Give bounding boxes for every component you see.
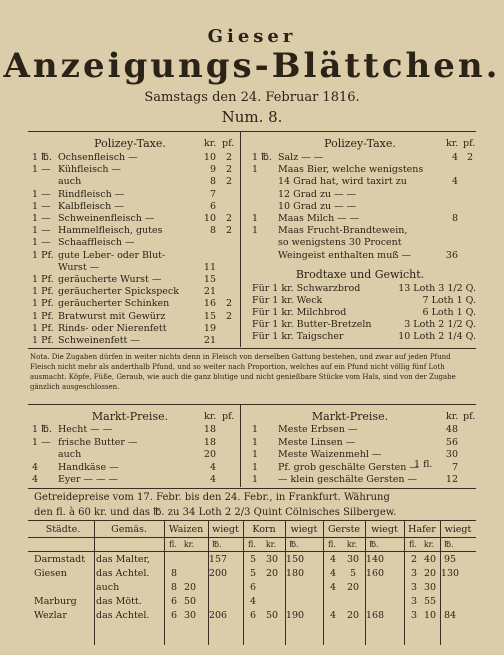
grain-table-divider [440,521,441,645]
masthead-town: Gieser [207,26,297,47]
item-pf [222,189,232,201]
grain-unit: das Malter, [96,554,151,565]
item-quantity: 1 [252,449,259,460]
grain-col-header: Gerste [327,524,361,535]
item-name: Schweinenfleisch — [58,213,155,224]
grain-table-divider [243,521,244,645]
item-name: frische Butter — [58,436,138,448]
item-quantity: 1 Pf. [32,298,54,310]
column-divider [240,132,241,347]
grain-value: 8 [170,568,178,579]
grain-value: 200 [208,568,228,579]
grain-table-rule [28,551,476,552]
polizey-right-kr-header: kr. [446,138,459,149]
item-pf [222,237,232,249]
nota-text: Nota. Die Zugaben dürfen in weiter nichts denn in Fleisch von derselben Gattung bestehen, und zwar auf jeden Pfund Fleisch nicht mehr als anderthalb Pfund, und so weiter nach Proportion, welches auf ein Pfund nicht völlig fünf Loth ausmacht. Köpfe, Füße, Geraub, wie auch die ganz blutige und nicht genießbare Stücke vom Hals, sind von der Zugabe gänzlich ausgeschlossen. [30,353,456,391]
brod-item: Für 1 kr. Butter-Bretzeln [252,319,372,330]
item-pf [463,164,473,176]
item-quantity: 1 ℔. [252,152,272,163]
item-kr: 11 [203,261,216,273]
item-pf [463,250,473,262]
grain-value: 206 [208,610,228,621]
item-pf [463,424,473,436]
item-quantity: 1 — [32,436,51,448]
item-kr: 20 [203,449,216,460]
item-kr: 10 [203,152,216,163]
item-name: Hammelfleisch, gutes [58,225,163,237]
polizey-left-pf-header: pf. [222,138,235,149]
item-kr [444,201,458,213]
grain-value: 30 [265,554,279,565]
item-kr [444,164,458,176]
grain-city: Marburg [34,596,77,607]
grain-value: 50 [265,610,279,621]
grain-value: 6 [249,582,257,593]
grain-value: 5 [249,554,257,565]
item-name: geräucherter Spickspeck [58,286,179,298]
markt-left-pf-header: pf. [222,411,235,422]
item-pf [463,176,473,188]
item-kr: 18 [203,424,216,435]
item-name: 14 Grad hat, wird taxirt zu [278,176,407,188]
item-kr: 15 [203,310,216,322]
grain-value: 180 [285,568,305,579]
item-name: Kühfleisch — [58,164,121,176]
issue-date: Samstags den 24. Februar 1816. [144,90,360,105]
item-name: Wurst — [58,261,100,273]
item-quantity: 1 ℔. [32,152,52,163]
item-kr: 56 [445,436,458,448]
grain-value: 140 [365,554,385,565]
item-kr: 4 [209,474,216,485]
grain-table-divider [164,521,165,645]
item-kr: 36 [445,249,458,261]
grain-table-divider [404,521,405,645]
grain-value: 30 [183,610,197,621]
grain-sub-header: fl. [328,540,336,549]
grain-value: 3 [410,582,418,593]
grain-col-header: Hafer [408,524,436,535]
item-pf: 2 [225,164,232,176]
grain-sub-header: kr. [423,540,435,549]
markt-right-kr-header: kr. [446,411,459,422]
grain-col-header: wiegt [444,524,472,535]
grain-value: 4 [329,582,337,593]
item-pf: 2 [466,152,473,163]
grain-value: 20 [423,568,437,579]
grain-sub-header: kr. [183,540,195,549]
brod-title: Brodtaxe und Gewicht. [295,268,425,281]
item-pf [463,189,473,201]
item-name: Maas Bier, welche wenigstens [278,164,424,176]
grain-value: 10 [423,610,437,621]
grain-value: 4 [329,554,337,565]
grain-unit: auch [96,582,120,593]
item-quantity: 1 Pf. [32,310,54,322]
item-pf: 2 [225,213,232,224]
grain-sub-header: kr. [346,540,358,549]
item-quantity: 1 ℔. [32,424,52,435]
getreide-rule [28,488,476,489]
grain-value: 190 [285,610,305,621]
item-quantity: 1 Pf. [32,322,54,334]
item-pf: 2 [225,298,232,310]
item-kr [202,237,216,249]
item-quantity: 1 [252,225,259,237]
brod-weight: 3 Loth 2 1/2 Q. [404,319,476,330]
grain-sub-header: kr. [265,540,277,549]
item-quantity: 1 [252,213,259,224]
grain-value: 20 [265,568,279,579]
grain-value: 20 [346,582,360,593]
grain-col-header: wiegt [212,524,239,535]
item-kr: 48 [445,424,458,435]
item-quantity: 1 Pf. [32,274,54,285]
item-name: 12 Grad zu — — [278,188,357,200]
grain-value: 2 [410,554,418,565]
grain-sub-header: fl. [169,540,177,549]
grain-value: 6 [170,596,178,607]
grain-value: 3 [410,610,418,621]
item-kr: 19 [203,322,216,334]
markt-right-pf-header: pf. [463,411,476,422]
item-pf [463,462,473,474]
item-pf: 2 [225,152,232,163]
item-quantity: 4 [32,474,39,485]
item-name: auch [58,449,82,460]
item-quantity: 1 [252,424,259,435]
item-name: so wenigstens 30 Procent [278,237,402,249]
item-pf: 2 [225,225,232,237]
grain-sub-header: ℔. [212,540,222,549]
grain-col-header: Korn [252,524,276,535]
grain-col-header: wiegt [290,524,318,535]
item-pf [222,437,232,449]
item-kr: 16 [203,298,216,310]
item-kr: 4 [451,152,458,163]
grain-value: 6 [249,610,257,621]
item-pf [222,424,232,436]
grain-value: 20 [346,610,360,621]
item-kr [444,237,458,249]
item-kr: 30 [445,449,458,460]
item-pf [463,201,473,213]
grain-value: 5 [249,568,257,579]
markt-right-fl: 1 fl. [414,459,433,470]
item-name: Maas Frucht-Brandtewein, [278,225,408,237]
item-pf [222,201,232,213]
brod-weight: 7 Loth 1 Q. [422,295,476,306]
item-kr: 9 [209,164,216,176]
item-kr: 15 [203,274,216,285]
item-name: Salz — — [278,152,324,163]
item-kr: 4 [209,461,216,473]
item-pf: 2 [225,176,232,188]
grain-sub-header: ℔. [369,540,379,549]
item-kr [444,225,458,237]
markt-left-kr-header: kr. [204,411,217,422]
item-name: geräucherter Schinken [58,298,170,310]
polizey-left-kr-header: kr. [204,138,217,149]
item-quantity: 1 — [32,188,51,200]
grain-value: 8 [170,582,178,593]
item-name: Rindfleisch — [58,188,125,200]
item-name: Handkäse — [58,461,119,473]
item-name: 10 Grad zu — — [278,200,357,212]
markt-right-title: Markt-Preise. [311,410,389,423]
item-pf [222,250,232,262]
item-kr: 8 [209,225,216,237]
item-quantity: 1 — [32,200,51,212]
grain-value: 95 [443,554,457,565]
markt-left-title: Markt-Preise. [91,410,169,423]
grain-sub-header: fl. [409,540,417,549]
item-pf [463,474,473,486]
item-name: Eyer — — — [58,474,119,485]
grain-table-divider [94,521,95,645]
note-rule [28,348,476,349]
item-quantity: 1 — [32,225,51,237]
item-name: Maas Milch — — [278,213,360,224]
item-kr: 21 [203,335,216,346]
grain-value: 30 [346,554,360,565]
grain-value: 157 [208,554,228,565]
item-quantity: 1 [252,461,259,473]
item-quantity: 1 Pf. [32,286,54,298]
grain-sub-header: ℔. [444,540,454,549]
item-kr: 7 [209,188,216,200]
item-kr: 4 [451,176,458,188]
item-name: Meste Linsen — [278,436,356,448]
item-pf: 2 [225,310,232,322]
grain-col-header: Waizen [168,524,204,535]
item-kr [444,189,458,201]
grain-col-header: Städte. [45,524,81,535]
grain-value: 3 [410,568,418,579]
item-quantity: 1 [252,164,259,176]
item-pf [463,213,473,225]
item-kr: 7 [451,461,458,473]
polizey-left-title: Polizey-Taxe. [94,137,166,150]
item-name: gute Leber- oder Blut- [58,249,166,261]
grain-col-header: Gemäs. [111,524,147,535]
item-kr: 8 [451,213,458,224]
grain-value: 84 [443,610,457,621]
item-quantity: 1 — [32,213,51,224]
item-quantity: 1 Pf. [32,335,54,346]
item-name: Hecht — — [58,424,113,435]
brod-item: Für 1 kr. Schwarzbrod [252,283,361,294]
item-kr: 6 [209,200,216,212]
item-pf [222,286,232,298]
item-pf [463,237,473,249]
item-pf [222,335,232,347]
grain-value: 168 [365,610,385,621]
grain-unit: das Mött. [96,596,142,607]
polizey-right-pf-header: pf. [463,138,476,149]
grain-value: 4 [329,568,337,579]
grain-city: Darmstadt [34,554,86,565]
item-pf [222,323,232,335]
item-name: Ochsenfleisch — [58,152,138,163]
item-name: Meste Waizenmehl — [278,449,382,460]
grain-table-divider [365,521,366,645]
grain-value: 4 [249,596,257,607]
item-name: Kalbfleisch — [58,200,124,212]
grain-value: 160 [365,568,385,579]
item-pf [463,437,473,449]
item-name: geräucherte Wurst — [58,274,162,285]
item-quantity: 1 — [32,237,51,249]
grain-sub-header: ℔. [289,540,299,549]
item-kr: 18 [203,436,216,448]
grain-col-header: wiegt [371,524,398,535]
grain-value: 40 [423,554,437,565]
item-name: Meste Erbsen — [278,424,358,435]
issue-number: Num. 8. [221,108,283,126]
grain-value: 130 [440,568,460,579]
polizey-right-title: Polizey-Taxe. [324,137,396,150]
grain-value: 50 [183,596,197,607]
grain-value: 150 [285,554,305,565]
grain-table-divider [208,521,209,645]
grain-unit: das Achtel. [96,568,150,579]
grain-city: Giesen [34,568,67,579]
markt-divider [240,405,241,487]
grain-value: 5 [349,568,357,579]
item-quantity: 1 Pf. [32,249,54,261]
grain-value: 30 [423,582,437,593]
item-name: — klein geschälte Gersten — [278,474,417,485]
brod-item: Für 1 kr. Milchbrod [252,307,347,318]
getreide-intro-2: den fl. à 60 kr. und das ℔. zu 34 Loth 2 2/3 Quint Cölnisches Silbergew. [34,507,397,518]
grain-unit: das Achtel. [96,610,150,621]
brod-item: Für 1 kr. Taigscher [252,331,344,342]
item-quantity: 4 [32,461,39,473]
item-kr [202,250,216,262]
item-quantity: 1 [252,436,259,448]
grain-value: 3 [410,596,418,607]
item-name: Rinds- oder Nierenfett [58,322,167,334]
item-name: Weingeist enthalten muß — [278,249,412,261]
getreide-intro-1: Getreidepreise vom 17. Febr. bis den 24. Febr., in Frankfurt. Währung [34,492,390,503]
item-kr: 12 [445,474,458,485]
masthead-title: Anzeigungs-Blättchen. [3,46,501,86]
grain-table-rule [28,537,476,538]
item-name: Pf. grob geschälte Gersten — [278,461,419,473]
item-kr: 8 [209,176,216,188]
item-kr: 21 [203,286,216,298]
header-rule [28,131,476,132]
grain-value: 6 [170,610,178,621]
grain-table-divider [285,521,286,645]
item-pf [222,449,232,461]
item-kr: 10 [203,213,216,224]
brod-weight: 6 Loth 1 Q. [422,307,476,318]
item-pf [463,449,473,461]
item-name: Schaaffleisch — [58,237,135,249]
grain-value: 20 [183,582,197,593]
brod-item: Für 1 kr. Weck [252,295,323,306]
brod-weight: 10 Loth 2 1/4 Q. [398,331,476,342]
item-name: Schweinenfett — [58,335,140,346]
item-pf [222,274,232,286]
item-pf [222,474,232,486]
item-quantity: 1 — [32,164,51,176]
item-name: auch [58,176,82,188]
grain-table-rule [28,520,476,521]
item-pf [463,225,473,237]
item-pf [222,262,232,274]
grain-value: 55 [423,596,437,607]
item-pf [222,462,232,474]
grain-table-divider [323,521,324,645]
grain-sub-header: fl. [248,540,256,549]
grain-city: Wezlar [34,610,67,621]
item-quantity: 1 [252,474,259,485]
grain-value: 4 [329,610,337,621]
brod-weight: 13 Loth 3 1/2 Q. [398,283,476,294]
item-name: Bratwurst mit Gewürz [58,310,166,322]
markt-rule [28,404,476,405]
